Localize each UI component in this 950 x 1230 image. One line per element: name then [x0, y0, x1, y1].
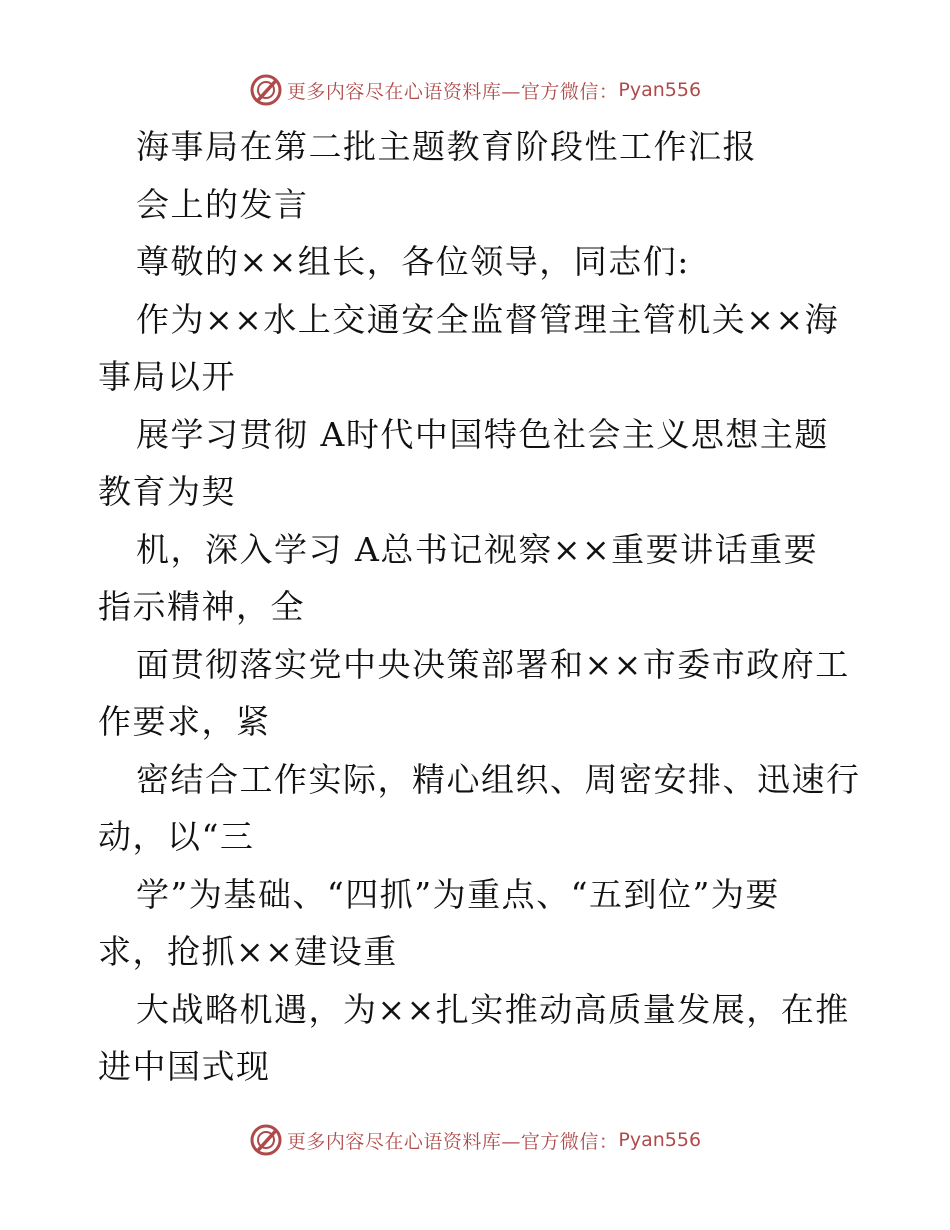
watermark-footer: [0, 1120, 950, 1160]
text-line: 作为××水上交通安全监督管理主管机关××海: [136, 299, 840, 339]
text-line: 进中国式现: [98, 1047, 271, 1086]
quill-seal-icon: [249, 1123, 283, 1157]
watermark-brand: Pyan556: [618, 1129, 702, 1151]
text-line: 指示精神，全: [98, 587, 305, 626]
watermark-header: [0, 70, 950, 110]
text-line: 教育为契: [98, 472, 236, 511]
text-line: 大战略机遇，为××扎实推动高质量发展，在推: [136, 989, 850, 1029]
text-line: 动，以“三: [98, 817, 255, 856]
watermark-text: 更多内容尽在心语资料库—官方微信：: [286, 1130, 619, 1153]
watermark-text: 更多内容尽在心语资料库—官方微信：: [286, 80, 619, 103]
text-line: 求，抢抓××建设重: [98, 932, 398, 971]
text-line: 面贯彻落实党中央决策部署和××市委市政府工: [136, 644, 850, 684]
document-body: [98, 118, 861, 1096]
text-line: 作要求，紧: [98, 702, 271, 741]
text-line: 会上的发言: [136, 184, 309, 224]
text-line: 尊敬的××组长，各位领导，同志们:: [136, 242, 690, 281]
text-line: 事局以开: [98, 357, 236, 396]
text-line: 海事局在第二批主题教育阶段性工作汇报: [136, 127, 757, 166]
watermark-brand: Pyan556: [618, 79, 702, 101]
text-line: 展学习贯彻 A时代中国特色社会主义思想主题: [136, 414, 829, 454]
text-line: 学”为基础、“四抓”为重点、“五到位”为要: [136, 874, 780, 914]
quill-seal-icon: [249, 73, 283, 107]
text-line: 密结合工作实际，精心组织、周密安排、迅速行: [136, 759, 861, 799]
text-line: 机，深入学习 A总书记视察××重要讲话重要: [136, 529, 819, 569]
